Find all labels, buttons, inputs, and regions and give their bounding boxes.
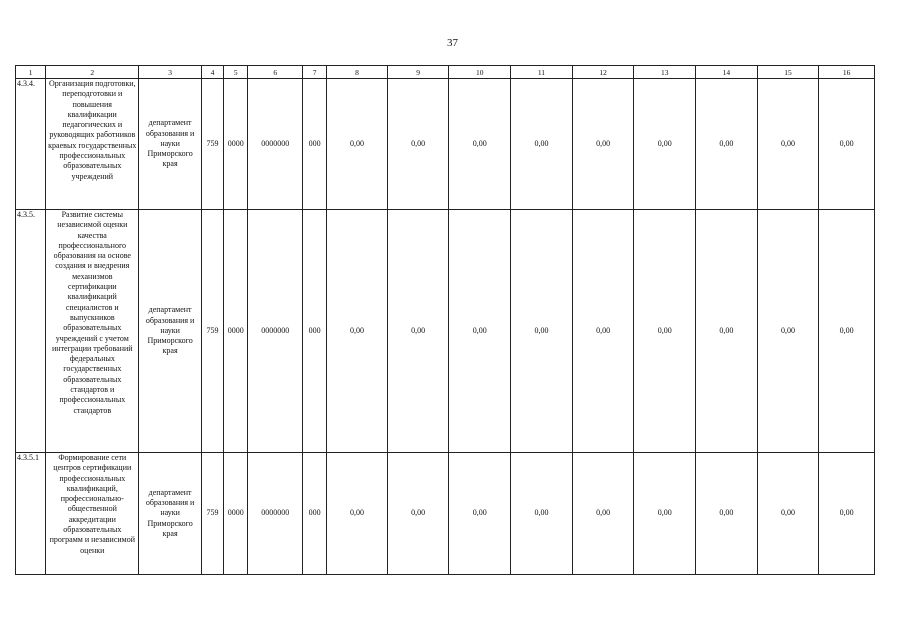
column-number: 1: [16, 66, 46, 79]
cell-c14: 0,00: [696, 210, 758, 453]
column-number: 12: [572, 66, 634, 79]
row-number: 4.3.5.: [16, 210, 46, 453]
cell-c11: 0,00: [511, 210, 573, 453]
column-number: 13: [634, 66, 696, 79]
cell-c7: 000: [302, 79, 326, 210]
cell-c12: 0,00: [572, 210, 634, 453]
cell-c15: 0,00: [757, 79, 819, 210]
cell-c8: 0,00: [327, 79, 388, 210]
cell-c14: 0,00: [696, 453, 758, 575]
cell-c13: 0,00: [634, 79, 696, 210]
cell-c4: 759: [201, 453, 223, 575]
column-number: 15: [757, 66, 819, 79]
cell-c11: 0,00: [511, 453, 573, 575]
cell-c5: 0000: [224, 453, 248, 575]
cell-c9: 0,00: [387, 453, 449, 575]
column-number: 11: [511, 66, 573, 79]
cell-c14: 0,00: [696, 79, 758, 210]
cell-c16: 0,00: [819, 453, 875, 575]
table-row: [16, 210, 875, 453]
column-number: 16: [819, 66, 875, 79]
cell-c16: 0,00: [819, 79, 875, 210]
cell-c6: 0000000: [248, 453, 303, 575]
cell-c6: 0000000: [248, 79, 303, 210]
cell-c13: 0,00: [634, 210, 696, 453]
page-number: 37: [447, 37, 458, 49]
column-number: 9: [387, 66, 449, 79]
column-number: 7: [302, 66, 326, 79]
table-row: [16, 79, 875, 210]
cell-c8: 0,00: [327, 453, 388, 575]
cell-c6: 0000000: [248, 210, 303, 453]
row-department: департамент образования и науки Приморского края: [139, 210, 202, 453]
column-number: 14: [696, 66, 758, 79]
cell-c7: 000: [302, 453, 326, 575]
cell-c10: 0,00: [449, 79, 511, 210]
cell-c12: 0,00: [572, 453, 634, 575]
cell-c5: 0000: [224, 79, 248, 210]
cell-c5: 0000: [224, 210, 248, 453]
cell-c16: 0,00: [819, 210, 875, 453]
row-department: департамент образования и науки Приморского края: [139, 453, 202, 575]
cell-c12: 0,00: [572, 79, 634, 210]
row-department: департамент образования и науки Приморского края: [139, 79, 202, 210]
budget-table: [15, 65, 875, 575]
row-number: 4.3.4.: [16, 79, 46, 210]
cell-c8: 0,00: [327, 210, 388, 453]
cell-c10: 0,00: [449, 210, 511, 453]
cell-c15: 0,00: [757, 210, 819, 453]
row-description: Организация подготовки, переподготовки и повышения квалификации педагогических и руководящих работников краевых государственных профессиональных образовательных учреждений: [46, 79, 139, 210]
row-description: Развитие системы независимой оценки качества профессионального образования на основе создания и внедрения механизмов сертификации квалификаций специалистов и выпускников образовательных учреждений с учетом интеграции требований федеральных государственных образовательных стандартов и профессиональных стандартов: [46, 210, 139, 453]
column-number: 8: [327, 66, 388, 79]
table-row: [16, 453, 875, 575]
column-number: 2: [46, 66, 139, 79]
cell-c4: 759: [201, 79, 223, 210]
cell-c11: 0,00: [511, 79, 573, 210]
column-number: 3: [139, 66, 202, 79]
cell-c4: 759: [201, 210, 223, 453]
column-number: 10: [449, 66, 511, 79]
column-number: 4: [201, 66, 223, 79]
column-number: 5: [224, 66, 248, 79]
cell-c9: 0,00: [387, 79, 449, 210]
cell-c10: 0,00: [449, 453, 511, 575]
cell-c13: 0,00: [634, 453, 696, 575]
cell-c9: 0,00: [387, 210, 449, 453]
row-number: 4.3.5.1: [16, 453, 46, 575]
cell-c7: 000: [302, 210, 326, 453]
row-description: Формирование сети центров сертификации профессиональных квалификаций, профессионально-общественной аккредитации образовательных программ и независимой оценки: [46, 453, 139, 575]
table-header-row: [16, 66, 875, 79]
column-number: 6: [248, 66, 303, 79]
cell-c15: 0,00: [757, 453, 819, 575]
